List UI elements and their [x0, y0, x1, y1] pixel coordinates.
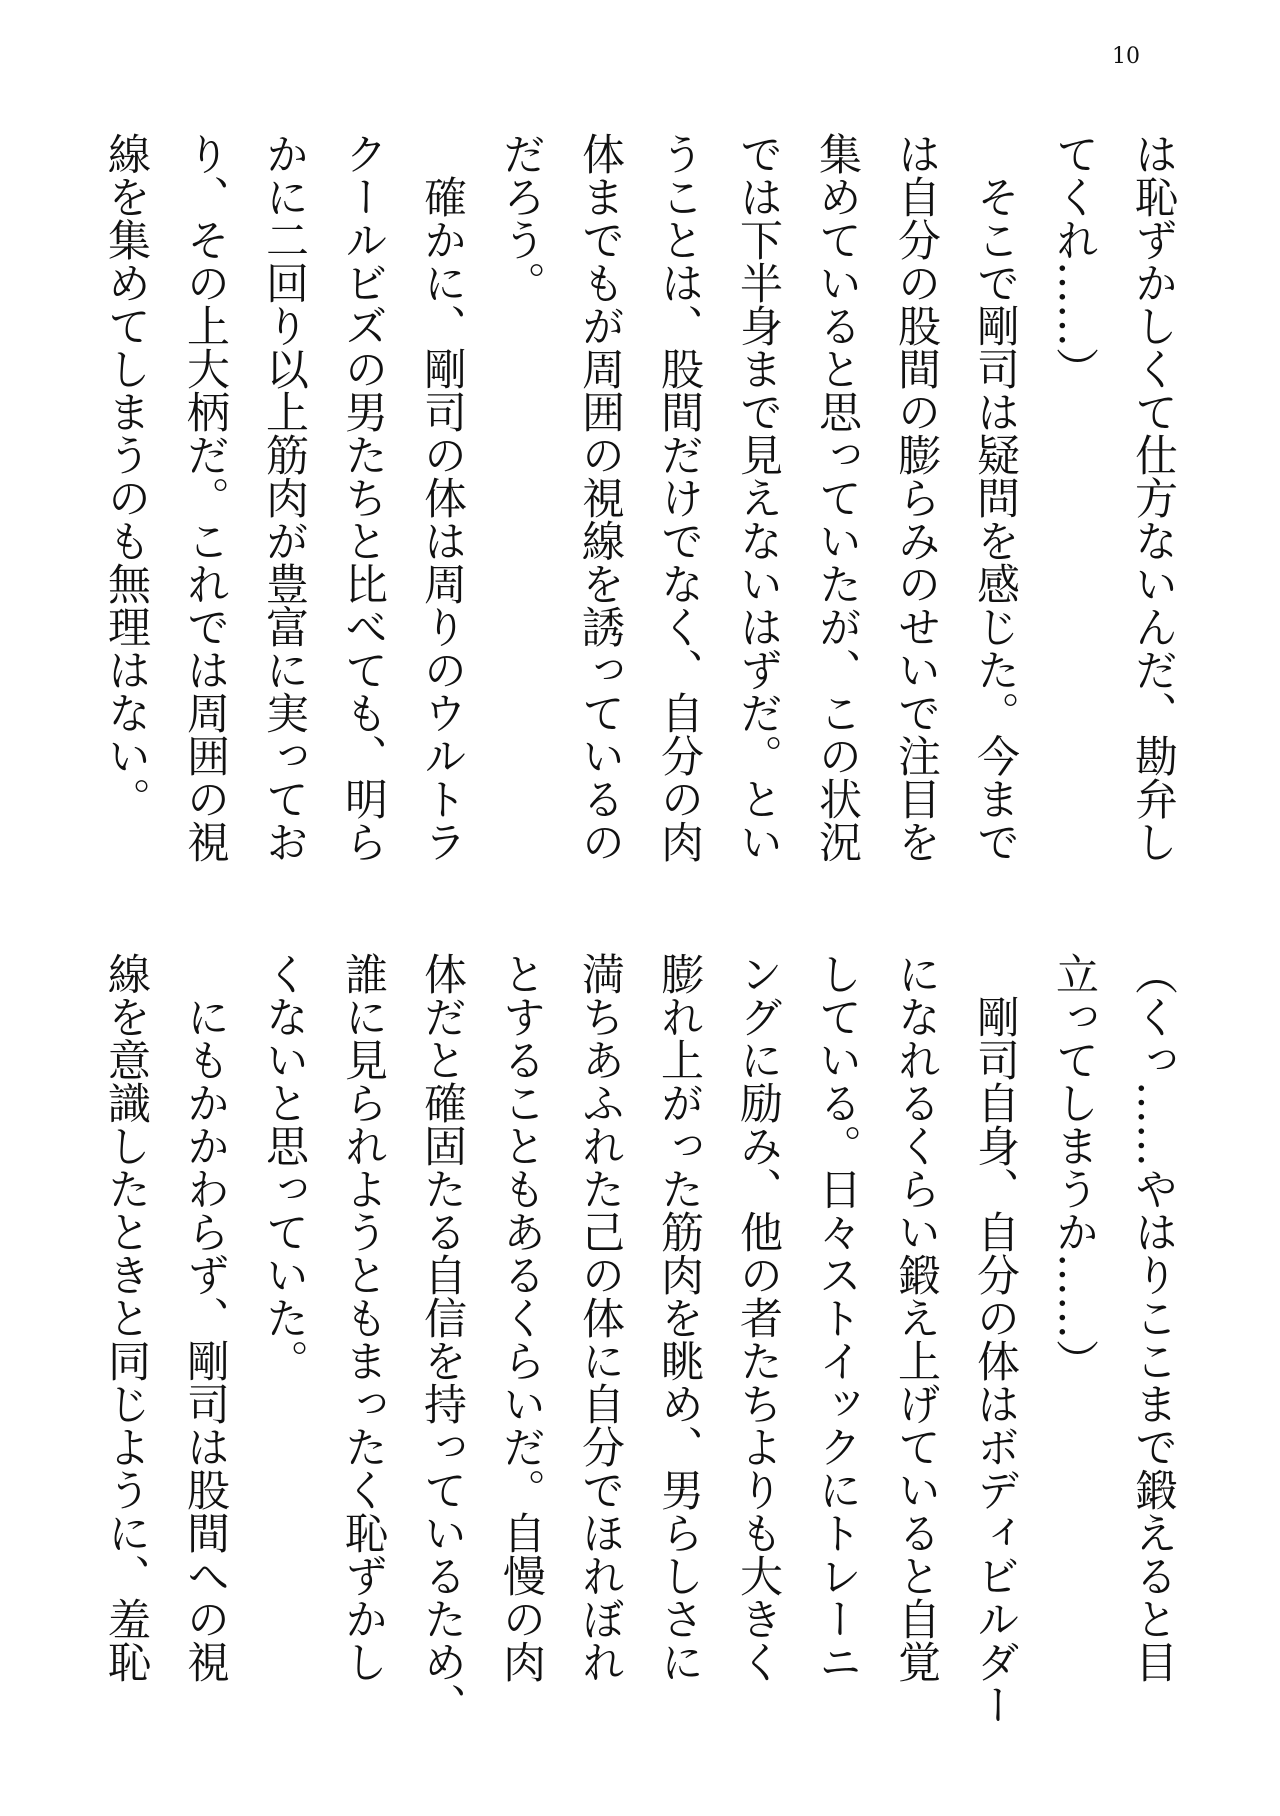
text-column: うことは、股間だけでなく、自分の肉 [654, 132, 704, 863]
text-column: 集めていると思っていたが、この状況 [812, 132, 862, 863]
text-column: 誰に見られようともまったく恥ずかし [338, 952, 388, 1683]
text-column: （くっ……やはりここまで鍛えると目 [1128, 952, 1178, 1683]
text-column: り、その上大柄だ。これでは周囲の視 [180, 132, 230, 863]
text-column: 線を集めてしまうのも無理はない。 [101, 132, 151, 820]
text-column: 立ってしまうか……） [1049, 952, 1099, 1382]
text-column: 満ちあふれた己の体に自分でほれぼれ [575, 952, 625, 1683]
text-column: は恥ずかしくて仕方ないんだ、勘弁し [1128, 132, 1178, 863]
text-column: クールビズの男たちと比べても、明ら [338, 132, 388, 863]
text-column: てくれ……） [1049, 132, 1099, 390]
text-column: では下半身まで見えないはずだ。とい [733, 132, 783, 863]
text-column: している。日々ストイックにトレーニ [812, 952, 862, 1683]
text-column: とすることもあるくらいだ。自慢の肉 [496, 952, 546, 1683]
text-column: くないと思っていた。 [259, 952, 309, 1382]
text-column: かに二回り以上筋肉が豊富に実ってお [259, 132, 309, 863]
page-number: 10 [1112, 44, 1140, 69]
text-block-top [86, 132, 1192, 872]
text-column: 体までもが周囲の視線を誘っているの [575, 132, 625, 863]
text-column: 線を意識したときと同じように、羞恥 [101, 952, 151, 1683]
text-column: になれるくらい鍛え上げていると自覚 [891, 952, 941, 1683]
text-column: にもかかわらず、剛司は股間への視 [180, 952, 230, 1683]
text-column: ングに励み、他の者たちよりも大きく [733, 952, 783, 1683]
text-column: そこで剛司は疑問を感じた。今まで [970, 132, 1020, 863]
text-block-bottom [86, 952, 1192, 1726]
text-column: 確かに、剛司の体は周りのウルトラ [417, 132, 467, 863]
text-column: 体だと確固たる自信を持っているため、 [417, 952, 467, 1726]
text-column: 剛司自身、自分の体はボディビルダー [970, 952, 1020, 1726]
text-column: だろう。 [496, 132, 546, 304]
text-column: 膨れ上がった筋肉を眺め、男らしさに [654, 952, 704, 1683]
text-column: は自分の股間の膨らみのせいで注目を [891, 132, 941, 863]
